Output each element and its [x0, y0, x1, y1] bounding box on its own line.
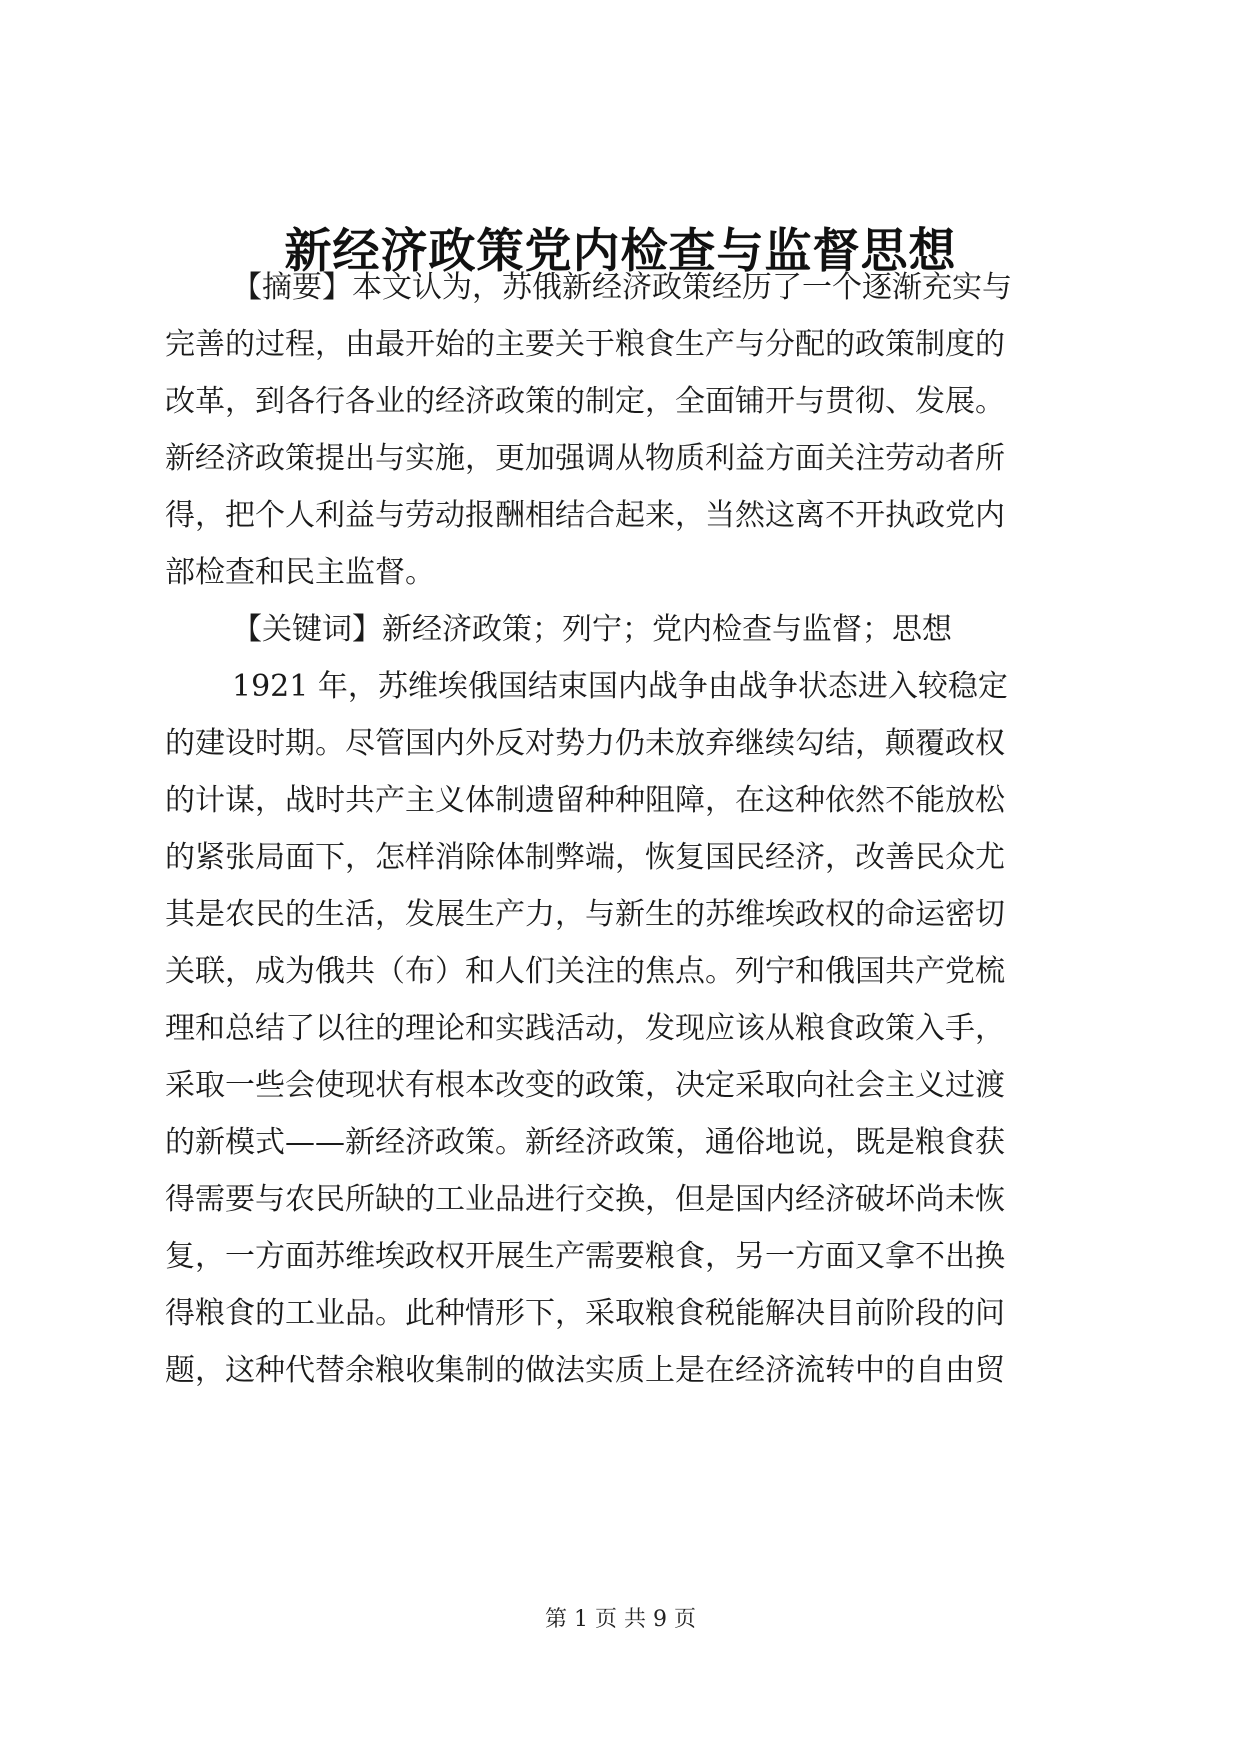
- abstract-line-2: 完善的过程，由最开始的主要关于粮食生产与分配的政策制度的: [165, 327, 1005, 362]
- abstract-line-1: 【摘要】本文认为，苏俄新经济政策经历了一个逐渐充实与: [232, 270, 1012, 305]
- page-footer: 第 1 页 共 9 页: [545, 1607, 696, 1632]
- body-line-10: 得需要与农民所缺的工业品进行交换，但是国内经济破坏尚未恢: [165, 1182, 1005, 1217]
- abstract-line-5: 得，把个人利益与劳动报酬相结合起来，当然这离不开执政党内: [165, 498, 1005, 533]
- body-line-4: 的紧张局面下，怎样消除体制弊端，恢复国民经济，改善民众尤: [165, 840, 1005, 875]
- body-line-13: 题，这种代替余粮收集制的做法实质上是在经济流转中的自由贸: [165, 1353, 1005, 1388]
- keywords-line: 【关键词】新经济政策；列宁；党内检查与监督；思想: [232, 612, 952, 647]
- body-line-3: 的计谋，战时共产主义体制遗留种种阻障，在这种依然不能放松: [165, 783, 1005, 818]
- body-line-9: 的新模式——新经济政策。新经济政策，通俗地说，既是粮食获: [165, 1125, 1005, 1160]
- body-line-1: 1921 年，苏维埃俄国结束国内战争由战争状态进入较稳定: [232, 669, 1008, 704]
- body-line-12: 得粮食的工业品。此种情形下，采取粮食税能解决目前阶段的问: [165, 1296, 1005, 1331]
- body-line-6: 关联，成为俄共（布）和人们关注的焦点。列宁和俄国共产党梳: [165, 954, 1005, 989]
- body-line-2: 的建设时期。尽管国内外反对势力仍未放弃继续勾结，颠覆政权: [165, 726, 1005, 761]
- body-line-7: 理和总结了以往的理论和实践活动，发现应该从粮食政策入手，: [165, 1011, 1005, 1046]
- body-line-8: 采取一些会使现状有根本改变的政策，决定采取向社会主义过渡: [165, 1068, 1005, 1103]
- abstract-line-6: 部检查和民主监督。: [165, 555, 435, 590]
- document-title: 新经济政策党内检查与监督思想: [284, 224, 957, 279]
- body-line-11: 复，一方面苏维埃政权开展生产需要粮食，另一方面又拿不出换: [165, 1239, 1005, 1274]
- abstract-line-4: 新经济政策提出与实施，更加强调从物质利益方面关注劳动者所: [165, 441, 1005, 476]
- body-line-5: 其是农民的生活，发展生产力，与新生的苏维埃政权的命运密切: [165, 897, 1005, 932]
- abstract-line-3: 改革，到各行各业的经济政策的制定，全面铺开与贯彻、发展。: [165, 384, 1005, 419]
